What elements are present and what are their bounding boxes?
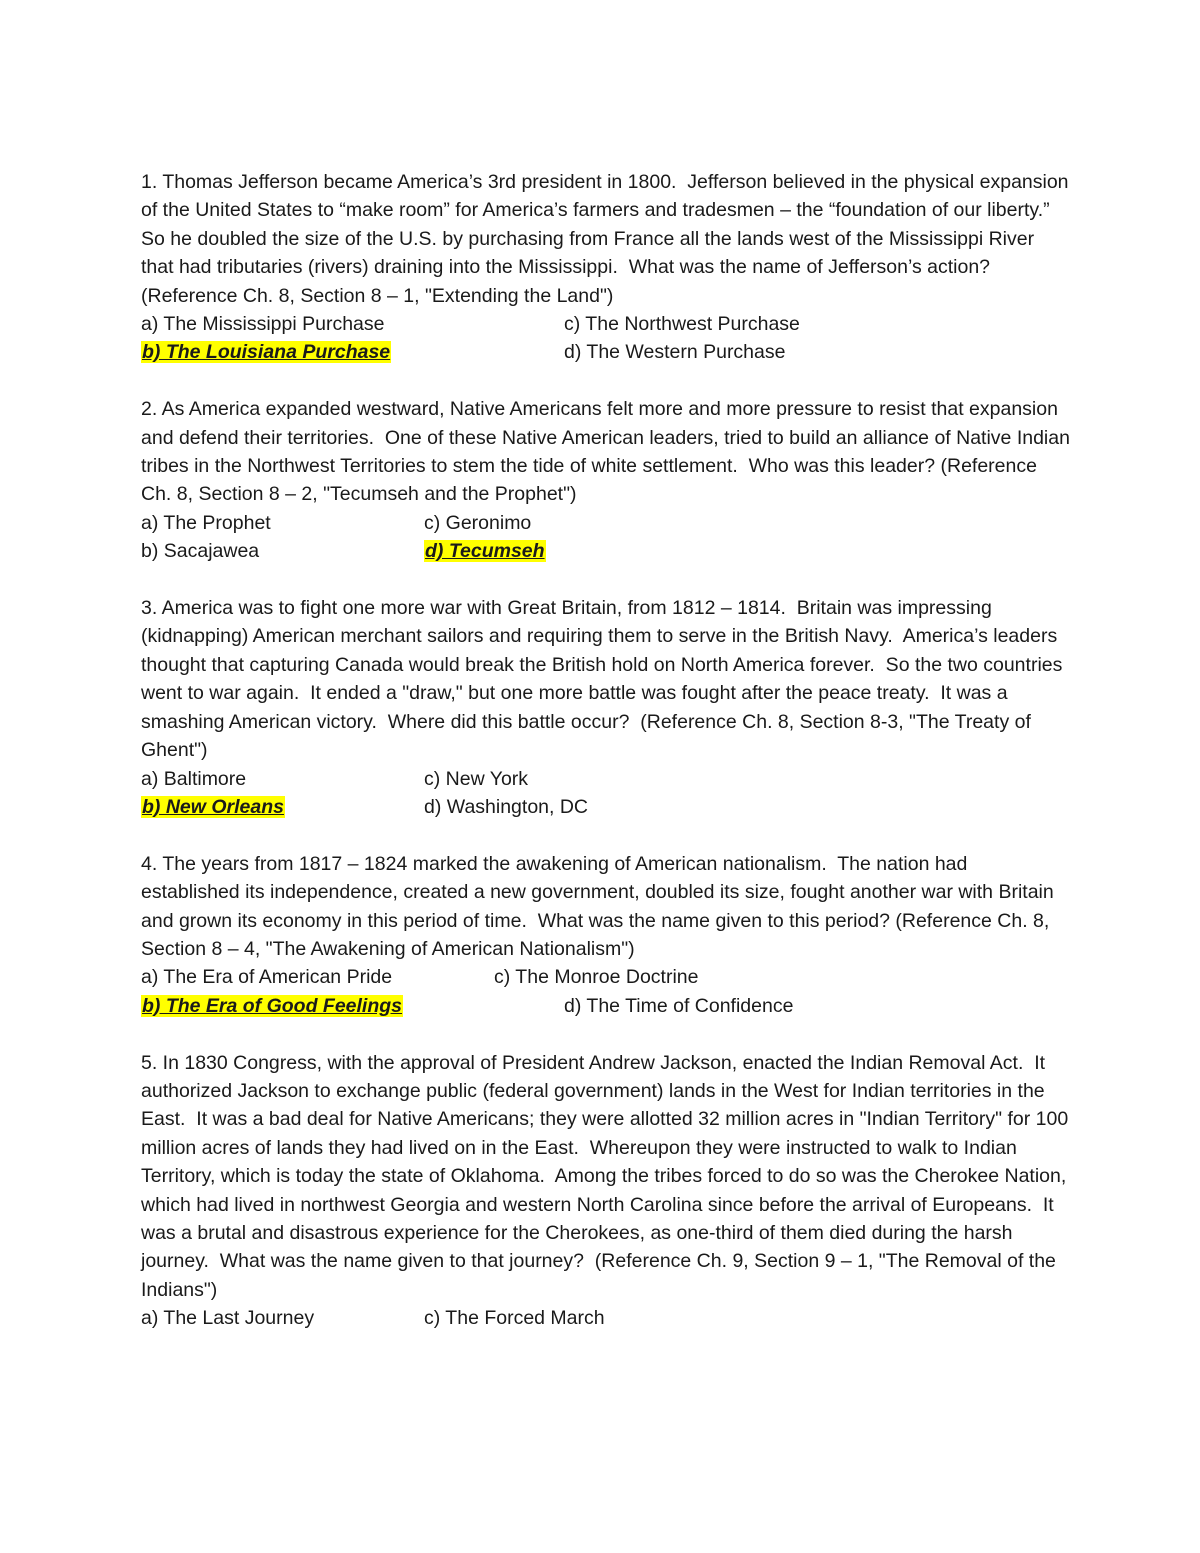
question-5 (141, 1049, 1074, 1333)
option-b-correct (141, 992, 494, 1020)
answer-options (141, 765, 1071, 822)
option-b-correct (141, 338, 564, 366)
option-a: a) The Era of American Pride (141, 966, 393, 989)
answer-options (141, 310, 1071, 367)
question-3 (141, 594, 1071, 821)
question-text: 5. In 1830 Congress, with the approval of President Andrew Jackson, enacted the Indian Removal Act. It authorized Jackson to exchange public (federal government) lands in the West for Indian territories in the East. It was a bad deal for Native Americans; they were allotted 32 million acres in "Indian Territory" for 100 million acres of lands they had lived on in the East. Whereupon they were instructed to walk to Indian Territory, which is today the state of Oklahoma. Among the tribes forced to do so was the Cherokee Nation, which had lived in northwest Georgia and western North Carolina since before the arrival of Europeans. It was a brutal and disastrous experience for the Cherokees, as one-third of them died during the harsh journey. What was the name given to that journey? (Reference Ch. 9, Section 9 – 1, "The Removal of the Indians") (141, 1051, 1074, 1301)
option-a: a) Baltimore (141, 767, 247, 790)
option-b-correct (141, 793, 424, 821)
option-c: c) New York (424, 767, 529, 790)
answer-options (141, 1304, 1071, 1332)
option-a: a) The Mississippi Purchase (141, 313, 385, 336)
answer-options (141, 509, 1071, 566)
option-a: a) The Last Journey (141, 1307, 315, 1330)
answer-options (141, 963, 1071, 1020)
question-text: 2. As America expanded westward, Native Americans felt more and more pressure to resist that expansion and defend their territories. One of these Native American leaders, tried to build an alliance of Native Indian tribes in the Northwest Territories to stem the tide of white settlement. Who was this leader? (Reference Ch. 8, Section 8 – 2, "Tecumseh and the Prophet") (141, 398, 1076, 506)
question-text: 3. America was to fight one more war with Great Britain, from 1812 – 1814. Britain was impressing (kidnapping) American merchant sailors and requiring them to serve in the British Navy. America’s leaders thought that capturing Canada would break the British hold on North America forever. So the two countries went to war again. It ended a "draw," but one more battle was fought after the peace treaty. It was a smashing American victory. Where did this battle occur? (Reference Ch. 8, Section 8-3, "The Treaty of Ghent") (141, 597, 1068, 762)
option-c: c) The Northwest Purchase (564, 313, 800, 336)
highlighted-answer: d) Tecumseh (425, 540, 545, 563)
option-c: c) The Monroe Doctrine (494, 966, 699, 989)
question-4 (141, 850, 1071, 1020)
option-a: a) The Prophet (141, 511, 271, 534)
option-c: c) The Forced March (424, 1307, 605, 1330)
document-page (141, 168, 1076, 1361)
option-d: d) Washington, DC (424, 795, 589, 818)
highlighted-answer: b) New Orleans (142, 795, 284, 818)
option-d: d) The Time of Confidence (564, 994, 794, 1017)
option-c: c) Geronimo (424, 511, 532, 534)
option-b: b) Sacajawea (141, 540, 260, 563)
highlighted-answer: b) The Louisiana Purchase (142, 341, 391, 364)
question-text: 4. The years from 1817 – 1824 marked the awakening of American nationalism. The nation had established its independence, created a new government, doubled its size, fought another war with Britain and grown its economy in this period of time. What was the name given to this period? (Reference Ch. 8, Section 8 – 4, "The Awakening of American Nationalism") (141, 852, 1060, 960)
question-text: 1. Thomas Jefferson became America’s 3rd president in 1800. Jefferson believed in the physical expansion of the United States to “make room” for America’s farmers and tradesmen – the “foundation of our liberty.” So he doubled the size of the U.S. by purchasing from France all the lands west of the Mississippi River that had tributaries (rivers) draining into the Mississippi. What was the name of Jefferson’s action? (Reference Ch. 8, Section 8 – 1, "Extending the Land") (141, 171, 1074, 307)
highlighted-answer: b) The Era of Good Feelings (142, 994, 403, 1017)
question-2 (141, 395, 1076, 565)
option-d: d) The Western Purchase (564, 341, 786, 364)
option-d-correct (424, 537, 1071, 565)
question-1 (141, 168, 1074, 367)
